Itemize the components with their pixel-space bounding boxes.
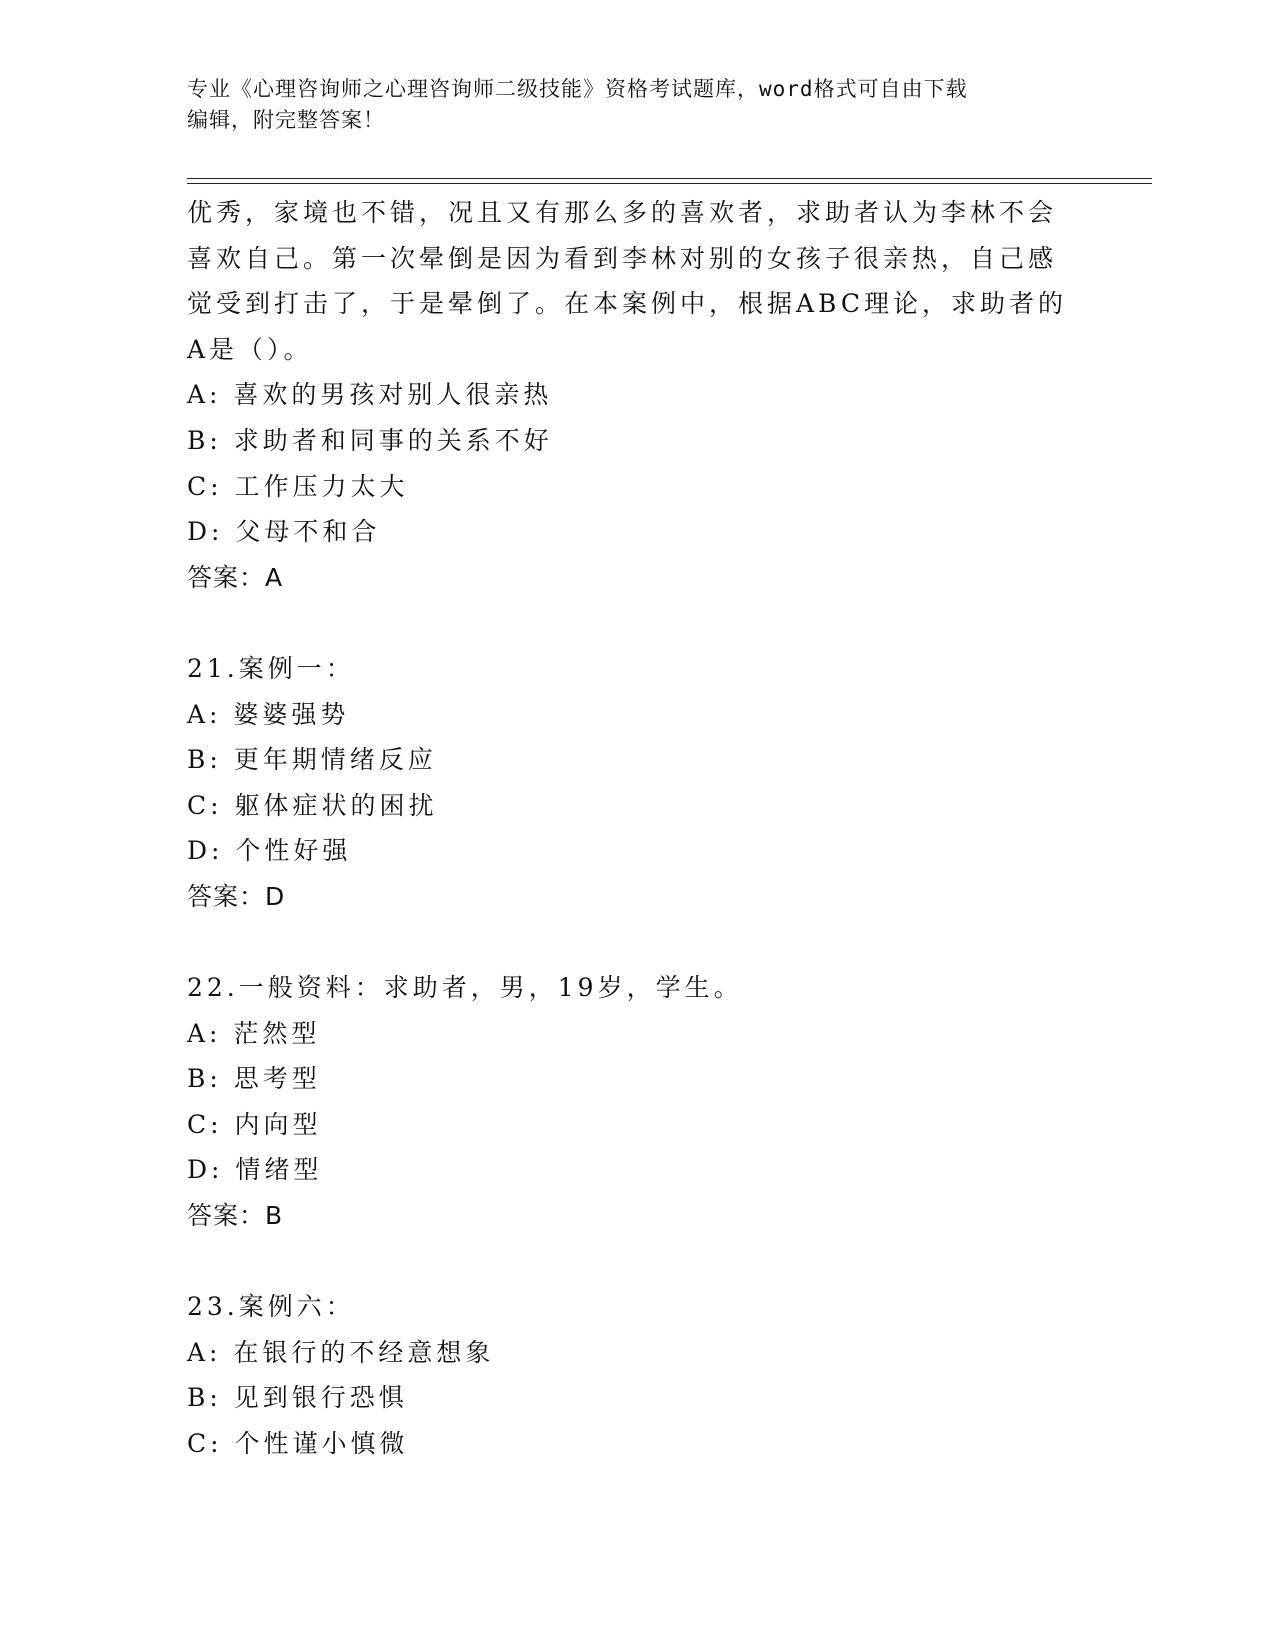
question-list xyxy=(187,190,1087,1467)
spacer xyxy=(187,600,1087,646)
question-23 xyxy=(187,1284,1087,1466)
question-title: 21.案例一： xyxy=(187,653,355,683)
header-line-2: 编辑，附完整答案！ xyxy=(187,108,385,132)
question-title: 22.一般资料：求助者，男，19岁，学生。 xyxy=(187,973,743,1003)
question-text-line: 觉受到打击了，于是晕倒了。在本案例中，根据ABC理论，求助者的 xyxy=(187,289,1068,319)
question-text-line: A是（）。 xyxy=(187,334,313,364)
header-divider-bottom xyxy=(187,183,1152,184)
question-text-line: 喜欢自己。第一次晕倒是因为看到李林对别的女孩子很亲热，自己感 xyxy=(187,243,1058,273)
option-b: B: 见到银行恐惧 xyxy=(187,1383,408,1413)
option-c: C: 内向型 xyxy=(187,1109,322,1139)
question-title: 23.案例六： xyxy=(187,1292,355,1322)
option-a: A: 喜欢的男孩对别人很亲热 xyxy=(187,380,553,410)
option-a: A: 茫然型 xyxy=(187,1018,321,1048)
answer-line: 答案：D xyxy=(187,881,286,911)
spacer xyxy=(187,920,1087,966)
option-a: A: 婆婆强势 xyxy=(187,699,350,729)
option-c: C: 躯体症状的困扰 xyxy=(187,790,438,820)
option-d: D: 情绪型 xyxy=(187,1155,323,1185)
header-line-1: 专业《心理咨询师之心理咨询师二级技能》资格考试题库，word格式可自由下载 xyxy=(187,77,968,101)
spacer xyxy=(187,1239,1087,1285)
option-b: B: 求助者和同事的关系不好 xyxy=(187,425,553,455)
option-d: D: 个性好强 xyxy=(187,836,352,866)
question-22 xyxy=(187,965,1087,1239)
question-21 xyxy=(187,646,1087,920)
option-c: C: 工作压力太大 xyxy=(187,471,409,501)
document-header xyxy=(187,74,1067,136)
answer-line: 答案：B xyxy=(187,1201,284,1231)
option-b: B: 思考型 xyxy=(187,1064,321,1094)
option-a: A: 在银行的不经意想象 xyxy=(187,1337,495,1367)
option-c: C: 个性谨小慎微 xyxy=(187,1429,409,1459)
answer-line: 答案：A xyxy=(187,562,284,592)
header-divider-top xyxy=(187,178,1152,179)
question-20 xyxy=(187,190,1087,600)
question-text-line: 优秀，家境也不错，况且又有那么多的喜欢者，求助者认为李林不会 xyxy=(187,198,1058,227)
option-d: D: 父母不和合 xyxy=(187,517,381,547)
option-b: B: 更年期情绪反应 xyxy=(187,745,437,775)
